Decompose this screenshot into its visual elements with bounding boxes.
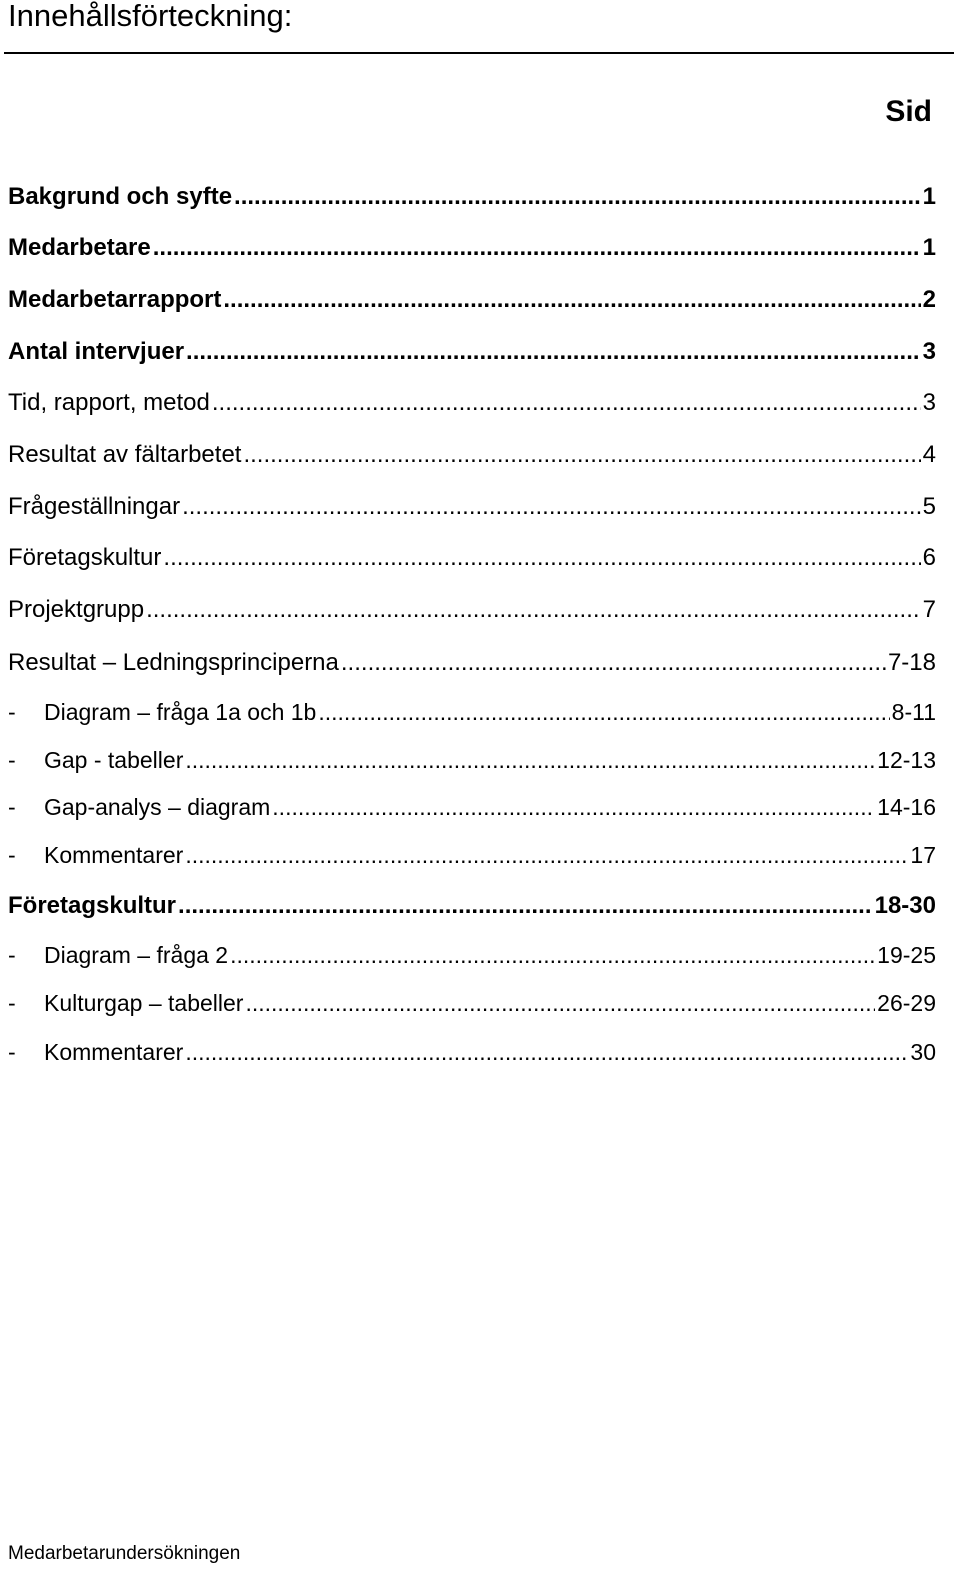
toc-entry-label: Kulturgap – tabeller: [44, 990, 244, 1016]
toc-dot-leader: [341, 648, 886, 678]
toc-entry[interactable]: [8, 648, 936, 678]
toc-entry-page: 5: [922, 493, 936, 520]
toc-subentry-dash: -: [8, 990, 16, 1016]
toc-entry-page: 6: [922, 544, 936, 571]
toc-subentry[interactable]: [8, 940, 936, 970]
toc-entry-label: Antal intervjuer: [8, 338, 185, 365]
toc-dot-leader: [178, 891, 873, 921]
toc-entry-label: Gap-analys – diagram: [44, 794, 271, 820]
toc-entry-label: Företagskultur: [8, 544, 162, 571]
toc-entry[interactable]: [8, 182, 936, 212]
toc-entry-label: Diagram – fråga 2: [44, 942, 229, 968]
toc-subentry-dash: -: [8, 747, 16, 773]
toc-dot-leader: [234, 182, 921, 212]
toc-entry[interactable]: [8, 285, 936, 315]
toc-dot-leader: [185, 745, 875, 775]
toc-entry-label: Resultat av fältarbetet: [8, 441, 242, 468]
toc-subentry[interactable]: [8, 1037, 936, 1067]
toc-subentry[interactable]: [8, 840, 936, 870]
toc-entry-label: Kommentarer: [44, 842, 184, 868]
toc-dot-leader: [185, 1037, 908, 1067]
toc-entry-label: Frågeställningar: [8, 493, 181, 520]
toc-entry-page: 7: [922, 596, 936, 623]
toc-dot-leader: [153, 233, 921, 263]
toc-entry-label: Kommentarer: [44, 1039, 184, 1065]
toc-entry-page: 1: [922, 183, 936, 210]
toc-subentry[interactable]: [8, 988, 936, 1018]
toc-subentry-dash: -: [8, 842, 16, 868]
toc-subentry-dash: -: [8, 942, 16, 968]
toc-entry-label: Företagskultur: [8, 892, 177, 919]
toc-dot-leader: [163, 543, 920, 573]
toc-entry-page: 18-30: [874, 892, 936, 919]
toc-entry-page: 7-18: [887, 649, 936, 676]
title-divider: [4, 52, 954, 54]
toc-entry[interactable]: [8, 233, 936, 263]
toc-entry-page: 2: [922, 286, 936, 313]
toc-entry-page: 3: [922, 389, 936, 416]
toc-entry[interactable]: [8, 337, 936, 367]
toc-entry-label: Projektgrupp: [8, 596, 145, 623]
toc-dot-leader: [230, 940, 875, 970]
toc-entry-label: Medarbetare: [8, 234, 151, 261]
toc-subentry-dash: -: [8, 699, 16, 725]
toc-entry[interactable]: [8, 891, 936, 921]
toc-dot-leader: [318, 697, 889, 727]
toc-subentry[interactable]: [8, 697, 936, 727]
page-column-header: Sid: [885, 95, 932, 128]
toc-entry-page: 3: [922, 338, 936, 365]
toc-entry-page: 1: [922, 234, 936, 261]
toc-dot-leader: [245, 988, 875, 1018]
toc-entry-page: 14-16: [877, 794, 936, 820]
toc-entry[interactable]: [8, 543, 936, 573]
page-footer: Medarbetarundersökningen: [8, 1543, 241, 1564]
toc-entry[interactable]: [8, 595, 936, 625]
toc-entry-label: Gap - tabeller: [44, 747, 184, 773]
toc-entry[interactable]: [8, 388, 936, 418]
toc-subentry[interactable]: [8, 792, 936, 822]
toc-subentry-dash: -: [8, 794, 16, 820]
toc-entry-label: Medarbetarrapport: [8, 286, 222, 313]
toc-entry-page: 17: [910, 842, 936, 868]
toc-title: Innehållsförteckning:: [8, 0, 293, 33]
toc-entry-label: Bakgrund och syfte: [8, 183, 233, 210]
toc-dot-leader: [146, 595, 921, 625]
toc-entry-label: Diagram – fråga 1a och 1b: [44, 699, 317, 725]
toc-entry-page: 8-11: [891, 699, 936, 725]
toc-subentry[interactable]: [8, 745, 936, 775]
toc-subentry-dash: -: [8, 1039, 16, 1065]
toc-entry-label: Tid, rapport, metod: [8, 389, 210, 416]
toc-dot-leader: [186, 337, 921, 367]
toc-entry[interactable]: [8, 492, 936, 522]
toc-dot-leader: [212, 388, 921, 418]
toc-entry-page: 4: [922, 441, 936, 468]
toc-dot-leader: [223, 285, 920, 315]
toc-entry-page: 19-25: [877, 942, 936, 968]
toc-entry[interactable]: [8, 440, 936, 470]
toc-entry-page: 30: [910, 1039, 936, 1065]
toc-dot-leader: [272, 792, 875, 822]
toc-dot-leader: [182, 492, 921, 522]
toc-dot-leader: [243, 440, 920, 470]
toc-entry-page: 26-29: [877, 990, 936, 1016]
toc-dot-leader: [185, 840, 908, 870]
toc-entry-label: Resultat – Ledningsprinciperna: [8, 649, 339, 676]
toc-entry-page: 12-13: [877, 747, 936, 773]
